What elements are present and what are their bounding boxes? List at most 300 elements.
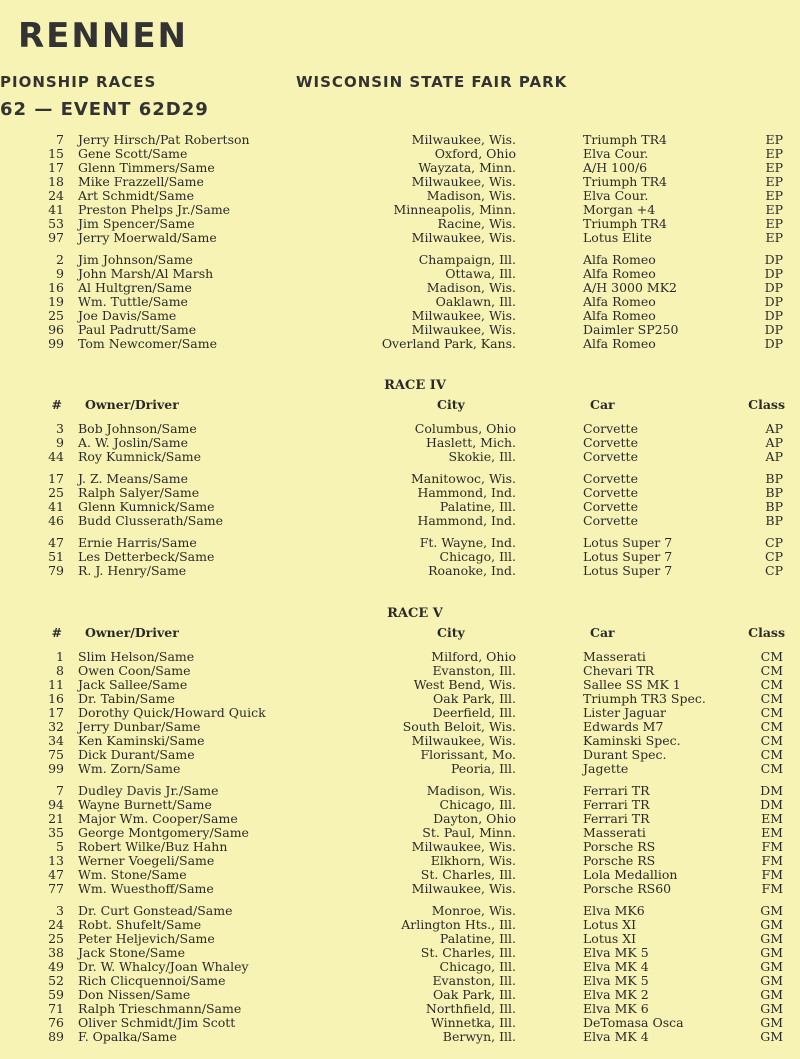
- entry-row: [0, 281, 800, 295]
- car-number: 19: [48, 294, 64, 309]
- car-number: 17: [48, 160, 64, 175]
- entry-row: [0, 882, 800, 896]
- entry-row: [0, 960, 800, 974]
- city: West Bend, Wis.: [413, 677, 516, 692]
- car-class: GM: [760, 917, 783, 932]
- car-number: 16: [48, 280, 64, 295]
- car-class: DP: [764, 252, 783, 267]
- entry-row: [0, 854, 800, 868]
- car-model: Triumph TR3 Spec.: [583, 691, 706, 706]
- car-number: 97: [48, 230, 64, 245]
- car-model: Porsche RS: [583, 853, 656, 868]
- car-model: A/H 3000 MK2: [583, 280, 677, 295]
- column-header-driver: Owner/Driver: [85, 625, 179, 640]
- owner-driver: Art Schmidt/Same: [78, 188, 194, 203]
- car-model: Alfa Romeo: [583, 252, 656, 267]
- car-number: 44: [48, 449, 64, 464]
- car-number: 99: [48, 336, 64, 351]
- entry-row: [0, 133, 800, 147]
- city: Evanston, Ill.: [432, 973, 516, 988]
- owner-driver: Wayne Burnett/Same: [78, 797, 212, 812]
- city: Elkhorn, Wis.: [430, 853, 516, 868]
- city: Chicago, Ill.: [439, 797, 516, 812]
- car-model: Jagette: [583, 761, 629, 776]
- entry-row: [0, 486, 800, 500]
- car-class: CM: [760, 733, 783, 748]
- entry-row: [0, 720, 800, 734]
- car-class: DP: [764, 336, 783, 351]
- car-model: Triumph TR4: [583, 174, 667, 189]
- owner-driver: John Marsh/Al Marsh: [78, 266, 214, 281]
- car-number: 41: [48, 202, 64, 217]
- car-model: Corvette: [583, 499, 638, 514]
- entry-row: [0, 147, 800, 161]
- city: Minneapolis, Minn.: [393, 202, 516, 217]
- car-number: 75: [48, 747, 64, 762]
- car-class: GM: [760, 903, 783, 918]
- race-title: RACE IV: [384, 378, 446, 393]
- car-number: 41: [48, 499, 64, 514]
- owner-driver: Dr. Tabin/Same: [78, 691, 175, 706]
- car-class: FM: [761, 839, 783, 854]
- owner-driver: Robert Wilke/Buz Hahn: [78, 839, 228, 854]
- car-class: EP: [765, 202, 783, 217]
- entry-row: [0, 564, 800, 578]
- car-number: 51: [48, 549, 64, 564]
- entry-row: [0, 974, 800, 988]
- car-model: DeTomasa Osca: [583, 1015, 684, 1030]
- column-header-car: Car: [590, 397, 615, 412]
- city: Skokie, Ill.: [448, 449, 516, 464]
- car-model: Durant Spec.: [583, 747, 667, 762]
- city: South Beloit, Wis.: [402, 719, 516, 734]
- owner-driver: Dr. W. Whalcy/Joan Whaley: [78, 959, 249, 974]
- entry-row: [0, 253, 800, 267]
- column-header-num: #: [51, 625, 62, 640]
- owner-driver: Peter Heljevich/Same: [78, 931, 215, 946]
- car-model: Edwards M7: [583, 719, 664, 734]
- car-class: GM: [760, 959, 783, 974]
- car-number: 96: [48, 322, 64, 337]
- car-number: 17: [48, 705, 64, 720]
- entry-row: [0, 267, 800, 281]
- city: St. Paul, Minn.: [422, 825, 516, 840]
- entry-row: [0, 826, 800, 840]
- car-model: Masserati: [583, 649, 646, 664]
- city: Madison, Wis.: [426, 783, 516, 798]
- entry-row: [0, 664, 800, 678]
- column-header-class: Class: [748, 397, 785, 412]
- owner-driver: Jim Spencer/Same: [78, 216, 195, 231]
- entry-row: [0, 514, 800, 528]
- car-class: EP: [765, 230, 783, 245]
- car-class: AP: [765, 421, 783, 436]
- car-model: Daimler SP250: [583, 322, 679, 337]
- owner-driver: Rich Clicquennoi/Same: [78, 973, 226, 988]
- car-number: 38: [48, 945, 64, 960]
- owner-driver: Dudley Davis Jr./Same: [78, 783, 219, 798]
- owner-driver: Jerry Moerwald/Same: [78, 230, 217, 245]
- owner-driver: J. Z. Means/Same: [78, 471, 188, 486]
- car-number: 1: [56, 649, 64, 664]
- city: Oxford, Ohio: [434, 146, 516, 161]
- owner-driver: Les Detterbeck/Same: [78, 549, 215, 564]
- column-header-city: City: [437, 397, 465, 412]
- car-model: Corvette: [583, 421, 638, 436]
- car-model: Corvette: [583, 471, 638, 486]
- car-number: 49: [48, 959, 64, 974]
- city: Overland Park, Kans.: [381, 336, 516, 351]
- owner-driver: Werner Voegeli/Same: [78, 853, 215, 868]
- car-number: 34: [48, 733, 64, 748]
- car-model: Lotus XI: [583, 917, 637, 932]
- city: Evanston, Ill.: [432, 663, 516, 678]
- city: Hammond, Ind.: [417, 513, 516, 528]
- car-number: 7: [56, 783, 64, 798]
- owner-driver: Jack Stone/Same: [78, 945, 186, 960]
- car-number: 47: [48, 867, 64, 882]
- city: Ft. Wayne, Ind.: [419, 535, 516, 550]
- owner-driver: Wm. Tuttle/Same: [78, 294, 188, 309]
- car-class: GM: [760, 1029, 783, 1044]
- entry-row: [0, 678, 800, 692]
- car-class: BP: [765, 471, 783, 486]
- car-class: GM: [760, 1001, 783, 1016]
- city: Milwaukee, Wis.: [411, 322, 516, 337]
- car-model: Corvette: [583, 435, 638, 450]
- city: Arlington Hts., Ill.: [401, 917, 516, 932]
- owner-driver: Budd Clusserath/Same: [78, 513, 224, 528]
- city: Wayzata, Minn.: [418, 160, 516, 175]
- venue-name: WISCONSIN STATE FAIR PARK: [296, 73, 568, 91]
- car-class: FM: [761, 853, 783, 868]
- car-class: FM: [761, 881, 783, 896]
- owner-driver: Jim Johnson/Same: [78, 252, 193, 267]
- owner-driver: Wm. Stone/Same: [78, 867, 187, 882]
- city: Chicago, Ill.: [439, 549, 516, 564]
- owner-driver: F. Opalka/Same: [78, 1029, 177, 1044]
- owner-driver: Glenn Kumnick/Same: [78, 499, 215, 514]
- car-class: DM: [760, 783, 783, 798]
- car-class: DP: [764, 294, 783, 309]
- entry-row: [0, 175, 800, 189]
- car-class: CP: [765, 549, 783, 564]
- owner-driver: George Montgomery/Same: [78, 825, 249, 840]
- owner-driver: Joe Davis/Same: [78, 308, 177, 323]
- city: Winnetka, Ill.: [430, 1015, 516, 1030]
- car-number: 35: [48, 825, 64, 840]
- city: St. Charles, Ill.: [420, 867, 516, 882]
- car-class: CM: [760, 705, 783, 720]
- city: Manitowoc, Wis.: [410, 471, 516, 486]
- entry-row: [0, 812, 800, 826]
- car-class: GM: [760, 1015, 783, 1030]
- car-class: CM: [760, 649, 783, 664]
- column-header-driver: Owner/Driver: [85, 397, 179, 412]
- car-model: Kaminski Spec.: [583, 733, 681, 748]
- car-model: A/H 100/6: [583, 160, 648, 175]
- car-number: 32: [48, 719, 64, 734]
- owner-driver: Jerry Dunbar/Same: [78, 719, 201, 734]
- city: Haslett, Mich.: [426, 435, 516, 450]
- car-class: EM: [761, 825, 783, 840]
- car-model: Ferrari TR: [583, 783, 650, 798]
- entry-row: [0, 189, 800, 203]
- car-model: Elva MK 4: [583, 1029, 649, 1044]
- car-model: Masserati: [583, 825, 646, 840]
- entry-row: [0, 1002, 800, 1016]
- car-number: 25: [48, 308, 64, 323]
- entry-row: [0, 988, 800, 1002]
- car-class: CM: [760, 677, 783, 692]
- city: Oak Park, Ill.: [433, 691, 516, 706]
- car-model: Alfa Romeo: [583, 308, 656, 323]
- car-number: 25: [48, 485, 64, 500]
- entry-row: [0, 203, 800, 217]
- car-number: 13: [48, 853, 64, 868]
- car-number: 24: [48, 188, 64, 203]
- car-number: 89: [48, 1029, 64, 1044]
- entry-row: [0, 337, 800, 351]
- car-model: Morgan +4: [583, 202, 656, 217]
- car-class: CM: [760, 747, 783, 762]
- car-model: Sallee SS MK 1: [583, 677, 681, 692]
- city: Milwaukee, Wis.: [411, 230, 516, 245]
- entry-row: [0, 323, 800, 337]
- owner-driver: Bob Johnson/Same: [78, 421, 197, 436]
- car-class: EP: [765, 188, 783, 203]
- car-number: 46: [48, 513, 64, 528]
- program-title: RENNEN: [18, 16, 188, 56]
- car-model: Triumph TR4: [583, 216, 667, 231]
- entry-row: [0, 450, 800, 464]
- owner-driver: Ernie Harris/Same: [78, 535, 197, 550]
- car-class: GM: [760, 973, 783, 988]
- car-class: DP: [764, 308, 783, 323]
- car-model: Alfa Romeo: [583, 336, 656, 351]
- owner-driver: Dorothy Quick/Howard Quick: [78, 705, 266, 720]
- city: Roanoke, Ind.: [428, 563, 516, 578]
- entry-row: [0, 500, 800, 514]
- car-number: 18: [48, 174, 64, 189]
- car-class: FM: [761, 867, 783, 882]
- city: Berwyn, Ill.: [442, 1029, 516, 1044]
- city: Champaign, Ill.: [418, 252, 516, 267]
- car-number: 2: [56, 252, 64, 267]
- entry-row: [0, 1030, 800, 1044]
- car-number: 7: [56, 132, 64, 147]
- race-iv-section: [0, 376, 800, 578]
- event-code: 62 — EVENT 62D29: [0, 99, 209, 120]
- car-class: GM: [760, 987, 783, 1002]
- car-class: CM: [760, 691, 783, 706]
- entry-row: [0, 536, 800, 550]
- car-model: Elva Cour.: [583, 188, 649, 203]
- city: Deerfield, Ill.: [432, 705, 516, 720]
- city: Monroe, Wis.: [431, 903, 516, 918]
- car-class: CM: [760, 663, 783, 678]
- car-class: DM: [760, 797, 783, 812]
- city: Florissant, Mo.: [420, 747, 516, 762]
- entry-row: [0, 436, 800, 450]
- owner-driver: Glenn Timmers/Same: [78, 160, 215, 175]
- car-model: Alfa Romeo: [583, 266, 656, 281]
- city: Milwaukee, Wis.: [411, 733, 516, 748]
- car-class: BP: [765, 499, 783, 514]
- city: Dayton, Ohio: [433, 811, 516, 826]
- car-model: Alfa Romeo: [583, 294, 656, 309]
- owner-driver: Robt. Shufelt/Same: [78, 917, 202, 932]
- car-class: EP: [765, 146, 783, 161]
- owner-driver: Mike Frazzell/Same: [78, 174, 204, 189]
- car-class: EP: [765, 174, 783, 189]
- car-model: Corvette: [583, 513, 638, 528]
- car-class: EP: [765, 132, 783, 147]
- entry-row: [0, 946, 800, 960]
- city: Milwaukee, Wis.: [411, 132, 516, 147]
- owner-driver: Preston Phelps Jr./Same: [78, 202, 231, 217]
- owner-driver: Roy Kumnick/Same: [78, 449, 202, 464]
- city: Ottawa, Ill.: [445, 266, 516, 281]
- car-class: BP: [765, 513, 783, 528]
- car-number: 15: [48, 146, 64, 161]
- car-number: 24: [48, 917, 64, 932]
- car-number: 79: [48, 563, 64, 578]
- car-model: Corvette: [583, 449, 638, 464]
- city: Milwaukee, Wis.: [411, 308, 516, 323]
- entry-row: [0, 1016, 800, 1030]
- column-header-row: [0, 624, 800, 642]
- car-number: 3: [56, 903, 64, 918]
- race-v-section: [0, 604, 800, 1044]
- entry-row: [0, 748, 800, 762]
- car-model: Lotus Super 7: [583, 549, 673, 564]
- program-subtitle: PIONSHIP RACES: [0, 73, 157, 91]
- car-number: 47: [48, 535, 64, 550]
- car-model: Lister Jaguar: [583, 705, 667, 720]
- car-class: CP: [765, 563, 783, 578]
- entry-row: [0, 918, 800, 932]
- entry-row: [0, 734, 800, 748]
- car-class: DP: [764, 322, 783, 337]
- column-header-num: #: [51, 397, 62, 412]
- owner-driver: Tom Newcomer/Same: [78, 336, 217, 351]
- car-model: Porsche RS: [583, 839, 656, 854]
- car-number: 8: [56, 663, 64, 678]
- car-class: EP: [765, 160, 783, 175]
- owner-driver: Al Hultgren/Same: [78, 280, 192, 295]
- city: St. Charles, Ill.: [420, 945, 516, 960]
- car-number: 25: [48, 931, 64, 946]
- car-number: 94: [48, 797, 64, 812]
- car-class: AP: [765, 435, 783, 450]
- entry-row: [0, 784, 800, 798]
- entry-row: [0, 840, 800, 854]
- owner-driver: Slim Helson/Same: [78, 649, 195, 664]
- entry-row: [0, 161, 800, 175]
- car-number: 77: [48, 881, 64, 896]
- car-number: 16: [48, 691, 64, 706]
- car-model: Triumph TR4: [583, 132, 667, 147]
- car-model: Elva MK6: [583, 903, 645, 918]
- car-model: Elva MK 6: [583, 1001, 649, 1016]
- car-class: AP: [765, 449, 783, 464]
- owner-driver: Jack Sallee/Same: [78, 677, 188, 692]
- owner-driver: Gene Scott/Same: [78, 146, 188, 161]
- entry-row: [0, 217, 800, 231]
- city: Oaklawn, Ill.: [435, 294, 516, 309]
- car-model: Chevari TR: [583, 663, 655, 678]
- car-number: 5: [56, 839, 64, 854]
- car-number: 3: [56, 421, 64, 436]
- city: Madison, Wis.: [426, 188, 516, 203]
- car-class: GM: [760, 931, 783, 946]
- car-model: Lotus Super 7: [583, 535, 673, 550]
- car-number: 59: [48, 987, 64, 1002]
- owner-driver: Dick Durant/Same: [78, 747, 195, 762]
- entry-row: [0, 868, 800, 882]
- column-header-city: City: [437, 625, 465, 640]
- car-model: Lola Medallion: [583, 867, 678, 882]
- car-model: Lotus Super 7: [583, 563, 673, 578]
- entry-row: [0, 295, 800, 309]
- city: Milwaukee, Wis.: [411, 839, 516, 854]
- owner-driver: Ken Kaminski/Same: [78, 733, 205, 748]
- owner-driver: Oliver Schmidt/Jim Scott: [78, 1015, 236, 1030]
- race-continued-entries: [0, 133, 800, 351]
- column-header-class: Class: [748, 625, 785, 640]
- city: Racine, Wis.: [437, 216, 516, 231]
- owner-driver: R. J. Henry/Same: [78, 563, 187, 578]
- entry-row: [0, 692, 800, 706]
- entry-row: [0, 762, 800, 776]
- owner-driver: Wm. Wuesthoff/Same: [78, 881, 214, 896]
- car-model: Elva MK 5: [583, 973, 649, 988]
- city: Peoria, Ill.: [450, 761, 516, 776]
- owner-driver: Dr. Curt Gonstead/Same: [78, 903, 233, 918]
- car-number: 99: [48, 761, 64, 776]
- car-model: Porsche RS60: [583, 881, 672, 896]
- owner-driver: Ralph Trieschmann/Same: [78, 1001, 242, 1016]
- owner-driver: Wm. Zorn/Same: [78, 761, 181, 776]
- city: Palatine, Ill.: [439, 931, 516, 946]
- owner-driver: Owen Coon/Same: [78, 663, 191, 678]
- owner-driver: A. W. Joslin/Same: [78, 435, 189, 450]
- car-class: DP: [764, 266, 783, 281]
- car-number: 76: [48, 1015, 64, 1030]
- entry-row: [0, 932, 800, 946]
- entry-row: [0, 472, 800, 486]
- city: Columbus, Ohio: [414, 421, 516, 436]
- city: Madison, Wis.: [426, 280, 516, 295]
- entry-row: [0, 798, 800, 812]
- column-header-row: [0, 396, 800, 414]
- city: Milford, Ohio: [431, 649, 516, 664]
- owner-driver: Don Nissen/Same: [78, 987, 191, 1002]
- car-model: Ferrari TR: [583, 797, 650, 812]
- city: Chicago, Ill.: [439, 959, 516, 974]
- entry-row: [0, 904, 800, 918]
- car-number: 11: [48, 677, 64, 692]
- owner-driver: Major Wm. Cooper/Same: [78, 811, 238, 826]
- car-model: Elva MK 5: [583, 945, 649, 960]
- car-number: 71: [48, 1001, 64, 1016]
- owner-driver: Paul Padrutt/Same: [78, 322, 197, 337]
- car-model: Ferrari TR: [583, 811, 650, 826]
- city: Oak Park, Ill.: [433, 987, 516, 1002]
- car-number: 52: [48, 973, 64, 988]
- car-model: Elva Cour.: [583, 146, 649, 161]
